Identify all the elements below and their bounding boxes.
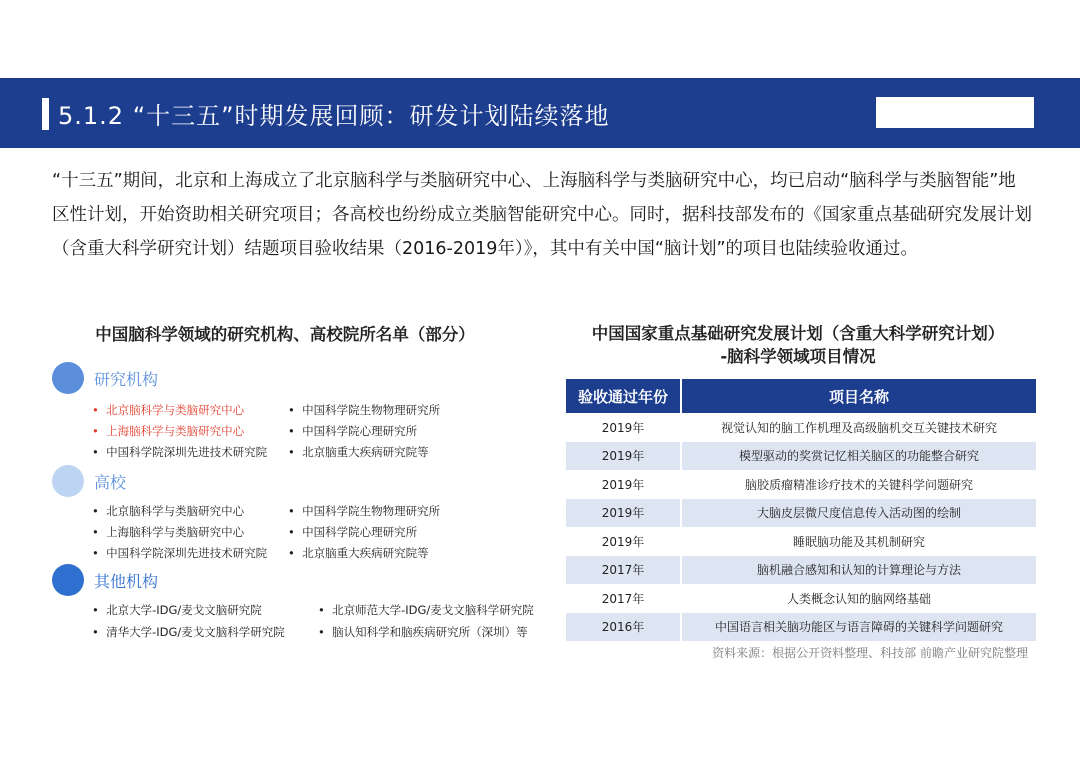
cell-year: 2017年 bbox=[566, 556, 681, 585]
category-label: 其他机构 bbox=[94, 572, 159, 591]
right-panel-title bbox=[560, 322, 1036, 368]
cell-year: 2017年 bbox=[566, 584, 681, 613]
list-item: • 北京师范大学-IDG/麦戈文脑科学研究院 bbox=[318, 603, 534, 617]
table-row bbox=[566, 584, 1036, 613]
list-item: • 中国科学院生物物理研究所 bbox=[288, 403, 441, 417]
list-item: • 北京脑重大疾病研究院等 bbox=[288, 546, 429, 560]
cell-year: 2019年 bbox=[566, 499, 681, 528]
cell-year: 2016年 bbox=[566, 613, 681, 642]
category-label: 高校 bbox=[94, 473, 127, 492]
list-item: • 中国科学院生物物理研究所 bbox=[288, 504, 441, 518]
cell-project: 脑机融合感知和认知的计算理论与方法 bbox=[681, 556, 1036, 585]
list-item: • 中国科学院深圳先进技术研究院 bbox=[92, 546, 268, 560]
header-year: 验收通过年份 bbox=[566, 379, 681, 413]
category-circle-icon bbox=[52, 564, 84, 596]
list-item: • 中国科学院深圳先进技术研究院 bbox=[92, 445, 268, 459]
cell-project: 中国语言相关脑功能区与语言障碍的关键科学问题研究 bbox=[681, 613, 1036, 642]
title-accent-bar bbox=[42, 98, 49, 130]
table-row bbox=[566, 499, 1036, 528]
cell-project: 脑胶质瘤精准诊疗技术的关键科学问题研究 bbox=[744, 477, 973, 492]
list-item: • 中国科学院心理研究所 bbox=[288, 525, 418, 539]
cell-project: 人类概念认知的脑网络基础 bbox=[786, 591, 931, 606]
list-item: • 上海脑科学与类脑研究中心 bbox=[92, 525, 245, 539]
category-label: 研究机构 bbox=[94, 370, 159, 389]
left-panel-title: 中国脑科学领域的研究机构、高校院所名单（部分） bbox=[95, 325, 475, 344]
list-item: • 北京脑科学与类脑研究中心 bbox=[92, 403, 245, 417]
cell-year: 2019年 bbox=[566, 470, 681, 499]
projects-table bbox=[566, 379, 1036, 641]
cell-year: 2019年 bbox=[566, 413, 681, 442]
right-title-line2: -脑科学领域项目情况 bbox=[720, 347, 876, 366]
list-item: • 上海脑科学与类脑研究中心 bbox=[92, 424, 245, 438]
table-row bbox=[566, 442, 1036, 471]
category-circle-icon bbox=[52, 362, 84, 394]
header-banner bbox=[0, 78, 1080, 148]
cell-project: 视觉认知的脑工作机理及高级脑机交互关键技术研究 bbox=[720, 420, 997, 435]
list-item: • 北京大学-IDG/麦戈文脑研究院 bbox=[92, 603, 262, 617]
table-row bbox=[566, 470, 1036, 499]
table-header-row bbox=[566, 379, 1036, 413]
category-circle-icon bbox=[52, 465, 84, 497]
cell-project: 睡眠脑功能及其机制研究 bbox=[792, 534, 925, 549]
list-item: • 中国科学院心理研究所 bbox=[288, 424, 418, 438]
right-title-line1: 中国国家重点基础研究发展计划（含重大科学研究计划） bbox=[591, 324, 1005, 343]
list-item: • 清华大学-IDG/麦戈文脑科学研究院 bbox=[92, 625, 285, 639]
cell-year: 2019年 bbox=[566, 527, 681, 556]
intro-paragraph: “十三五”期间，北京和上海成立了北京脑科学与类脑研究中心、上海脑科学与类脑研究中心，均已启动“脑科学与类脑智能”地区性计划，开始资助相关研究项目；各高校也纷纷成立类脑智能研究中心。同时，据科技部发布的《国家重点基础研究发展计划（含重大科学研究计划）结题项目验收结果（2016-2019年）》，其中有关中国“脑计划”的项目也陆续验收通过。 bbox=[52, 171, 1032, 259]
list-item: • 北京脑重大疾病研究院等 bbox=[288, 445, 429, 459]
list-item: • 北京脑科学与类脑研究中心 bbox=[92, 504, 245, 518]
list-item: • 脑认知科学和脑疾病研究所（深圳）等 bbox=[318, 625, 528, 639]
logo-placeholder bbox=[876, 97, 1034, 128]
cell-year: 2019年 bbox=[566, 442, 681, 471]
page-title: 5.1.2 “十三五”时期发展回顾：研发计划陆续落地 bbox=[58, 102, 610, 130]
header-project-name: 项目名称 bbox=[681, 379, 1036, 413]
table-row bbox=[566, 556, 1036, 585]
cell-project: 大脑皮层微尺度信息传入活动图的绘制 bbox=[681, 499, 1036, 528]
table-row bbox=[566, 527, 1036, 556]
source-note: 资料来源：根据公开资料整理、科技部 前瞻产业研究院整理 bbox=[712, 646, 1028, 660]
cell-project: 模型驱动的奖赏记忆相关脑区的功能整合研究 bbox=[681, 442, 1036, 471]
table-row bbox=[566, 413, 1036, 442]
table-row bbox=[566, 613, 1036, 642]
